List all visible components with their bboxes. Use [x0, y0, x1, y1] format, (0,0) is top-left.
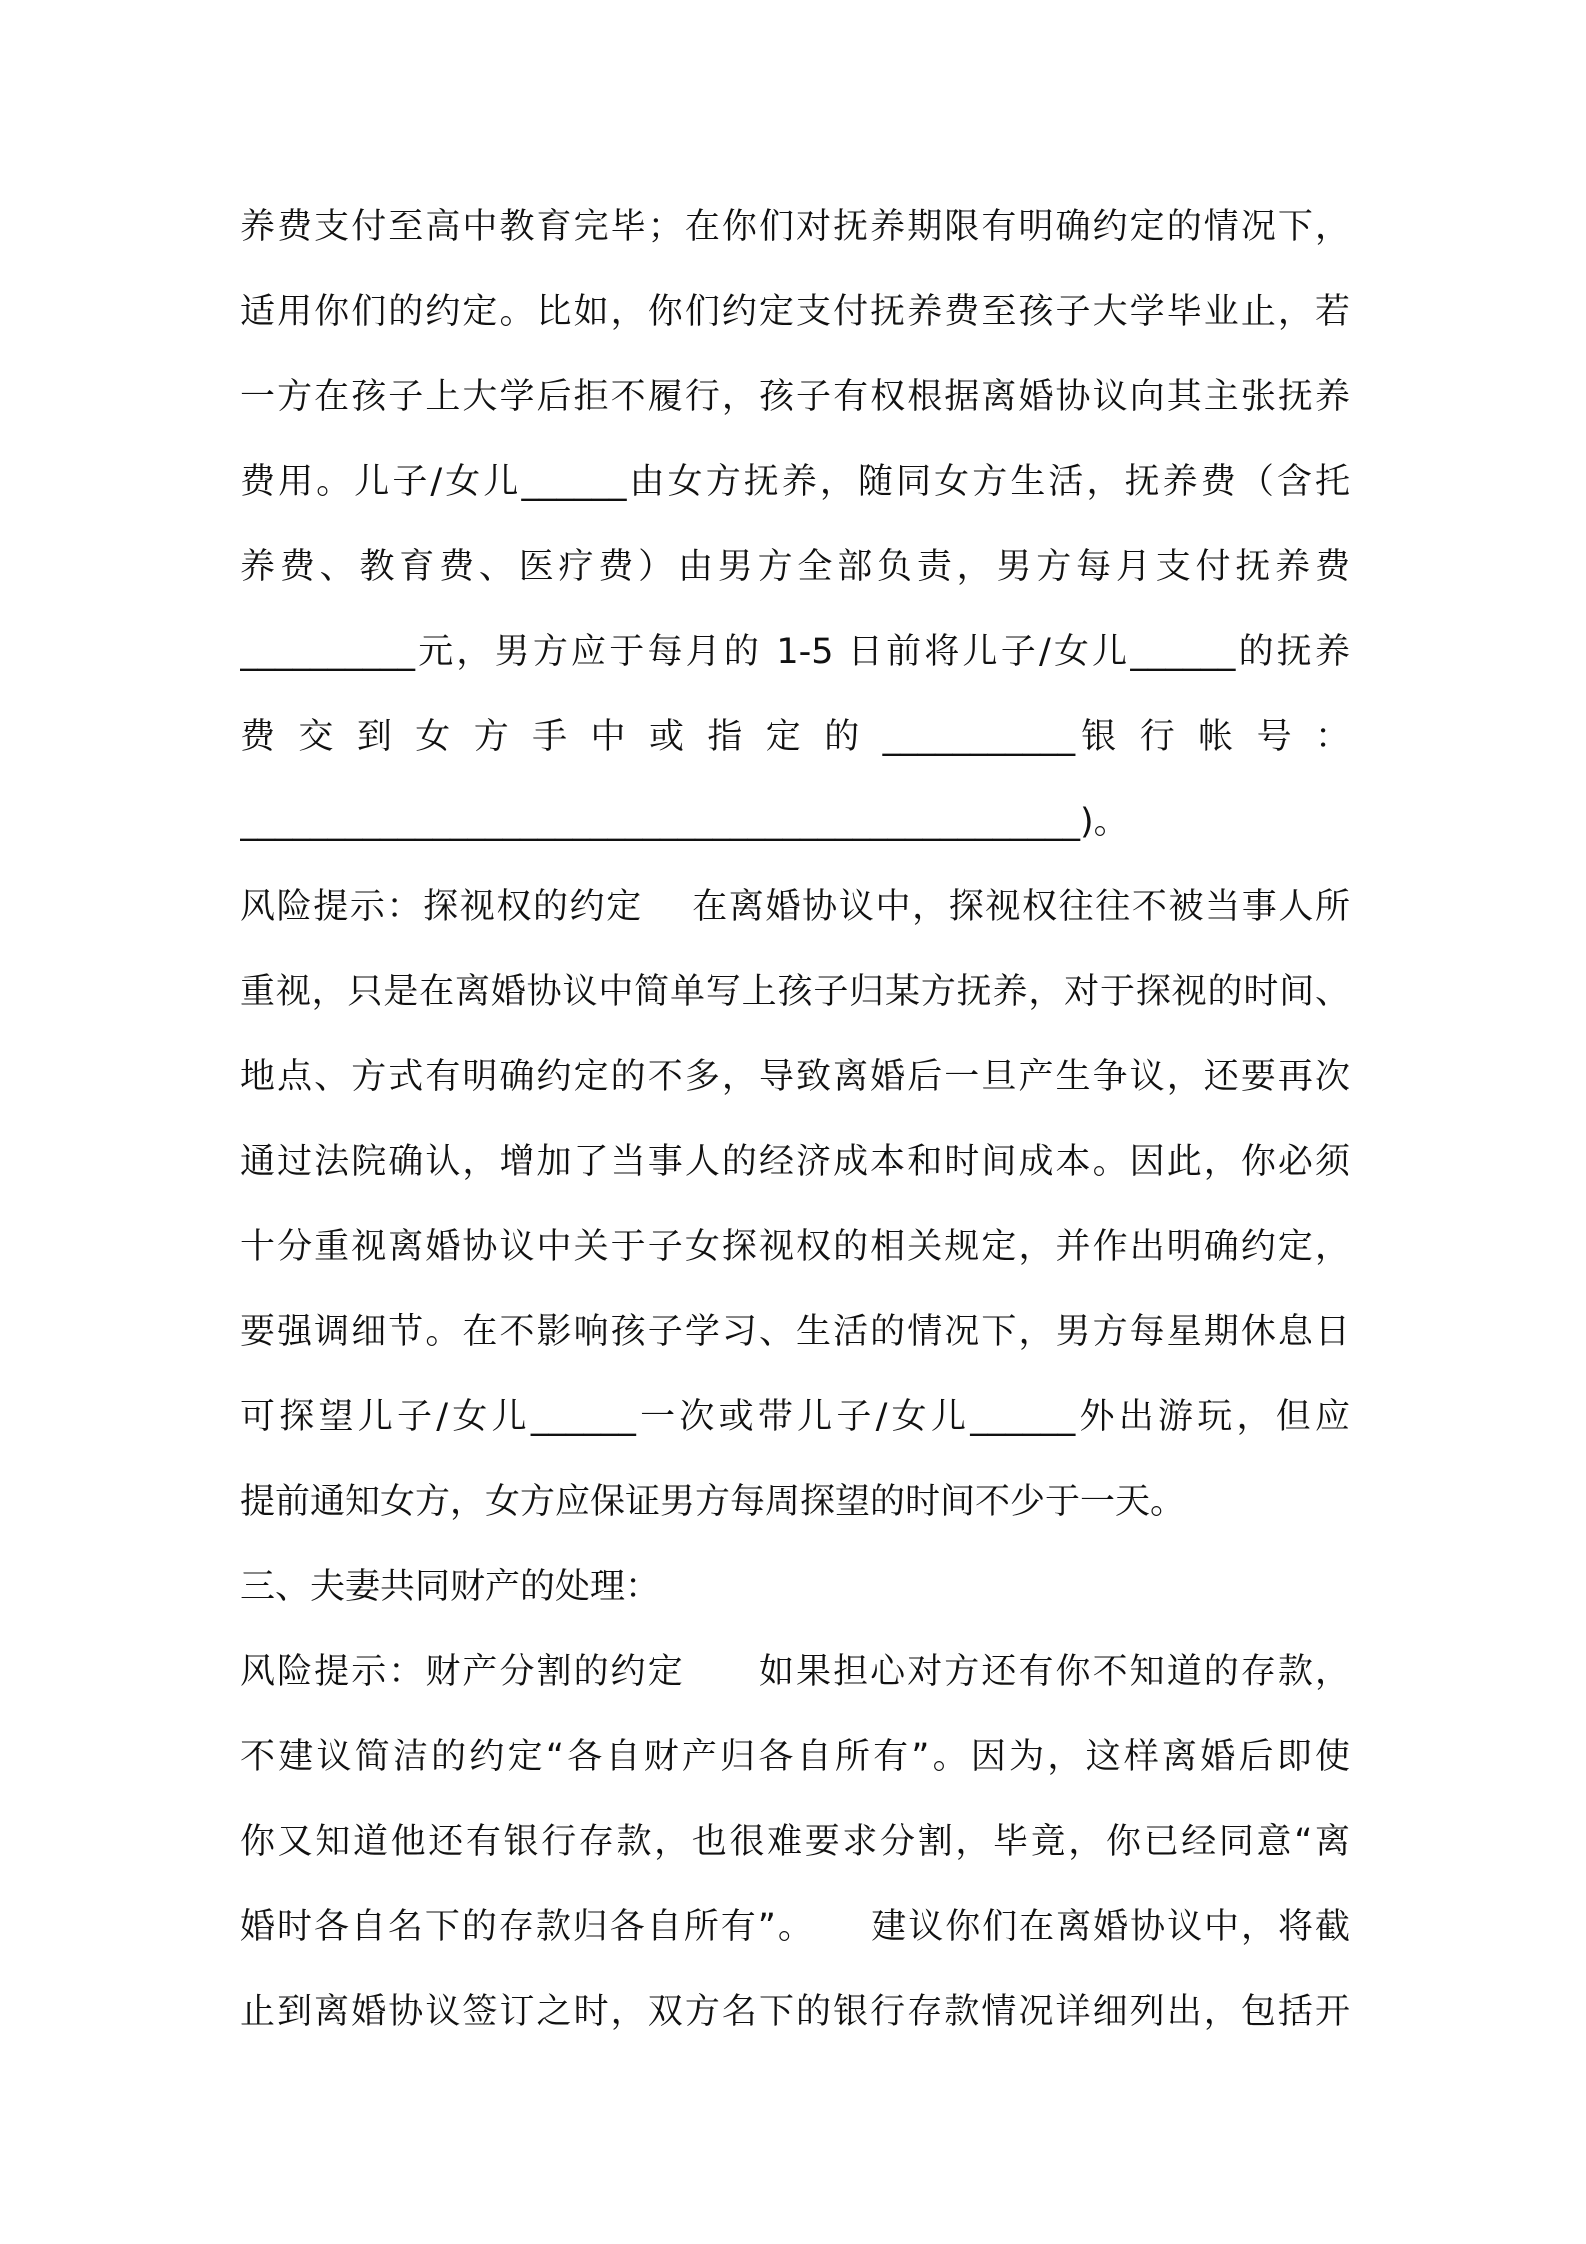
text-line: 一方在孩子上大学后拒不履行，孩子有权根据离婚协议向其主张抚养: [240, 377, 1350, 417]
text-line: 你又知道他还有银行存款，也很难要求分割，毕竟，你已经同意“离: [240, 1822, 1350, 1862]
text-line: 婚时各自名下的存款归各自所有”。 建议你们在离婚协议中，将截: [240, 1907, 1350, 1947]
text-line: 三、夫妻共同财产的处理：: [240, 1567, 661, 1607]
document-body: [240, 185, 1350, 2055]
text-line: 不建议简洁的约定“各自财产归各自所有”。因为，这样离婚后即使: [240, 1737, 1350, 1777]
text-line: 适用你们的约定。比如，你们约定支付抚养费至孩子大学毕业止，若: [240, 292, 1350, 332]
text-line: 要强调细节。在不影响孩子学习、生活的情况下，男方每星期休息日: [240, 1312, 1350, 1352]
text-line: 费用。儿子/女儿______由女方抚养，随同女方生活，抚养费（含托: [240, 462, 1350, 502]
text-line: 十分重视离婚协议中关于子女探视权的相关规定，并作出明确约定，: [240, 1227, 1350, 1267]
text-line: 止到离婚协议签订之时，双方名下的银行存款情况详细列出，包括开: [240, 1992, 1350, 2032]
text-line: 养费支付至高中教育完毕；在你们对抚养期限有明确约定的情况下，: [240, 207, 1350, 247]
text-line: 费 交 到 女 方 手 中 或 指 定 的 ___________银 行 帐 号 ：: [240, 717, 1350, 757]
text-line: 地点、方式有明确约定的不多，导致离婚后一旦产生争议，还要再次: [240, 1057, 1350, 1097]
text-line: 风险提示：财产分割的约定 如果担心对方还有你不知道的存款，: [240, 1652, 1350, 1692]
text-line: 可探望儿子/女儿______一次或带儿子/女儿______外出游玩，但应: [240, 1397, 1350, 1437]
text-line: 重视，只是在离婚协议中简单写上孩子归某方抚养，对于探视的时间、: [240, 972, 1350, 1012]
text-line: 养费、教育费、医疗费）由男方全部负责，男方每月支付抚养费: [240, 547, 1350, 587]
text-line: __________元，男方应于每月的 1-5 日前将儿子/女儿______的抚养: [240, 632, 1350, 672]
text-line: ________________________________________________)。: [240, 802, 1129, 842]
text-line: 通过法院确认，增加了当事人的经济成本和时间成本。因此，你必须: [240, 1142, 1350, 1182]
text-line: 风险提示：探视权的约定 在离婚协议中，探视权往往不被当事人所: [240, 887, 1350, 927]
text-line: 提前通知女方，女方应保证男方每周探望的时间不少于一天。: [240, 1482, 1186, 1522]
